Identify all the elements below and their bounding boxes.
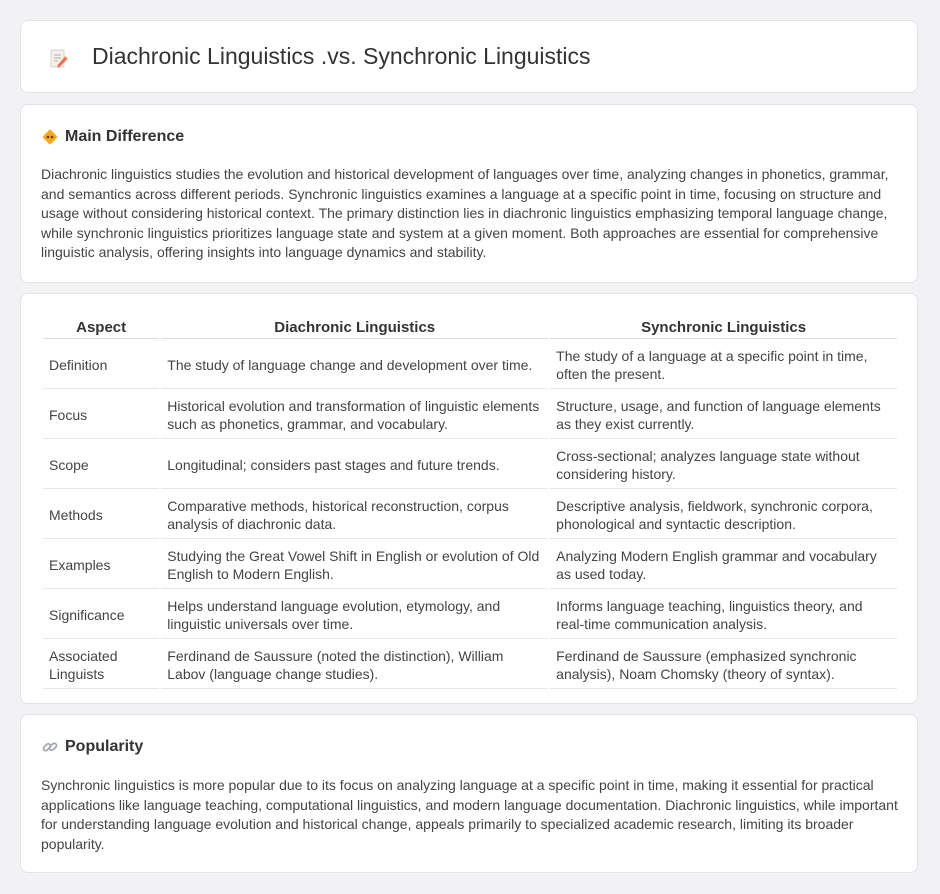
diachronic-cell: Comparative methods, historical reconstruction, corpus analysis of diachronic data. [161,491,548,539]
diachronic-cell: Ferdinand de Saussure (noted the distinction), William Labov (language change studies). [161,641,548,689]
diamond-sign-icon [41,128,59,146]
diachronic-cell: The study of language change and development over time. [161,341,548,389]
main-difference-text: Diachronic linguistics studies the evolution and historical development of languages over time, analyzing changes in phonetics, grammar, and semantics across different periods. Synchronic linguistics examines a language at a specific point in time, focusing on structure and usage without considering historical context. The primary distinction lies in diachronic linguistics emphasizing temporal language change, while synchronic linguistics prioritizes language state and system at a given moment. Both approaches are essential for comprehensive linguistic analysis, offering insights into language dynamics and stability. [41,166,889,261]
comparison-card [20,293,918,704]
aspect-cell: Definition [43,341,159,389]
table-row [43,441,897,489]
main-difference-card [20,104,918,283]
comparison-table [41,316,899,691]
popularity-card [20,714,918,873]
link-icon [41,738,59,756]
popularity-heading-text: Popularity [65,738,144,755]
table-row [43,341,897,389]
synchronic-cell: Structure, usage, and function of language elements as they exist currently. [550,391,897,439]
main-difference-heading-text: Main Difference [65,128,185,145]
synchronic-cell: Ferdinand de Saussure (emphasized synchronic analysis), Noam Chomsky (theory of syntax). [550,641,897,689]
table-row [43,641,897,689]
header-diachronic: Diachronic Linguistics [161,318,548,339]
aspect-cell: Focus [43,391,159,439]
popularity-text: Synchronic linguistics is more popular due to its focus on analyzing language at a specific point in time, making it essential for practical applications like language teaching, computational linguistics, and modern language documentation. Diachronic linguistics, while important for understanding language evolution and historical change, appeals primarily to specialized academic research, limiting its broader popularity. [41,777,898,852]
header-aspect: Aspect [43,318,159,339]
diachronic-cell: Helps understand language evolution, etymology, and linguistic universals over time. [161,591,548,639]
aspect-cell: Significance [43,591,159,639]
table-header-row [43,318,897,339]
aspect-cell: Associated Linguists [43,641,159,689]
aspect-cell: Examples [43,541,159,589]
table-row [43,541,897,589]
diachronic-cell: Longitudinal; considers past stages and future trends. [161,441,548,489]
header-card [20,20,918,93]
synchronic-cell: Informs language teaching, linguistics theory, and real-time communication analysis. [550,591,897,639]
main-difference-heading [41,128,184,146]
diachronic-cell: Historical evolution and transformation of linguistic elements such as phonetics, grammar, and vocabulary. [161,391,548,439]
synchronic-cell: Analyzing Modern English grammar and vocabulary as used today. [550,541,897,589]
aspect-cell: Scope [43,441,159,489]
synchronic-cell: Descriptive analysis, fieldwork, synchronic corpora, phonological and syntactic description. [550,491,897,539]
popularity-heading [41,738,143,756]
document-edit-icon [47,47,71,71]
diachronic-cell: Studying the Great Vowel Shift in English or evolution of Old English to Modern English. [161,541,548,589]
synchronic-cell: The study of a language at a specific point in time, often the present. [550,341,897,389]
page-title: Diachronic Linguistics .vs. Synchronic Linguistics [92,43,591,69]
table-row [43,491,897,539]
aspect-cell: Methods [43,491,159,539]
table-row [43,391,897,439]
synchronic-cell: Cross-sectional; analyzes language state without considering history. [550,441,897,489]
header-synchronic: Synchronic Linguistics [550,318,897,339]
table-row [43,591,897,639]
